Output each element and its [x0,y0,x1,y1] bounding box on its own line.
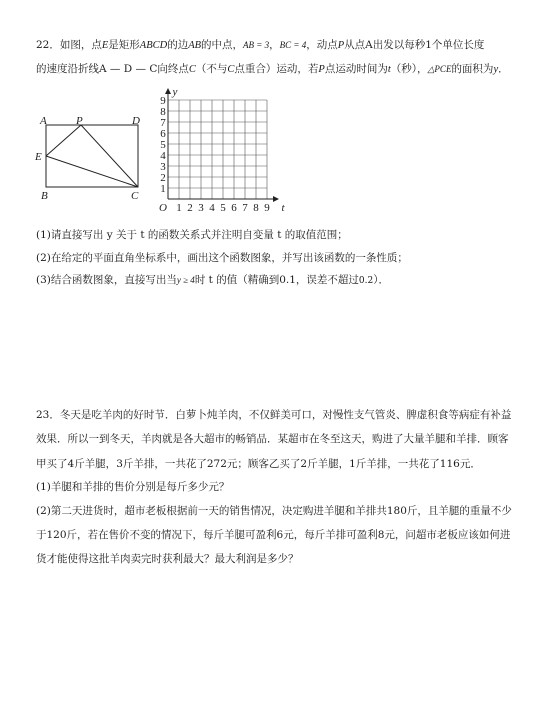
label-b: B [41,190,48,202]
bc-equation: BC = 4 [279,40,307,50]
q23-line-1: 23．冬天是吃羊肉的好时节．白萝卜炖羊肉，不仅鲜美可口，对慢性支气管炎、脾虚积食等病症有补益 [36,409,512,421]
y-tick-label: 5 [160,139,166,151]
label-a: A [40,115,47,127]
x-tick-label: 3 [198,202,204,214]
rectangle-abcd [46,125,138,187]
x-axis-arrow [273,196,279,202]
x-tick-label: 5 [220,202,226,214]
q22-line-2: 的速度沿折线A — D — C向终点C（不与C点重合）运动，若P点运动时间为t（秒），△PCE的面积为y． [36,63,509,75]
x-tick-label: 2 [187,202,193,214]
x-tick-label: 6 [231,202,237,214]
triangle-pce: △PCE [427,64,452,74]
label-e: E [35,151,42,163]
x-tick-label: 8 [253,202,259,214]
segment-ep [46,125,81,156]
x-tick-label: 1 [176,202,182,214]
rectangle-figure [32,112,147,202]
q22-line-1: 22．如图，点E是矩形ABCD的边AB的中点，AB = 3，BC = 4，动点P从点A出发以每秒1个单位长度 [36,39,485,51]
q23-line-2: 效果．所以一到冬天，羊肉就是各大超市的畅销品．某超市在冬至这天，购进了大量羊腿和羊排．顾客 [36,433,509,445]
x-tick-label: 9 [264,202,270,214]
y-tick-label: 7 [160,117,166,129]
x-tick-label: 4 [209,202,215,214]
q23-sub-2-line-1: (2)第二天进货时，超市老板根据前一天的销售情况，决定购进羊腿和羊排共180斤，且羊腿的重量不少 [36,505,512,517]
y-tick-label: 6 [160,128,166,140]
origin-label: O [159,202,167,214]
y-tick-label: 2 [160,172,166,184]
q23-sub-2-line-2: 于120斤，若在售价不变的情况下，每斤羊腿可盈利6元，每斤羊排可盈利8元，问超市老板应该如何进 [36,529,511,541]
label-d: D [132,115,140,127]
coordinate-grid [150,86,300,218]
label-p: P [76,115,83,127]
x-axis-label: t [281,202,285,214]
y-tick-label: 3 [160,161,166,173]
y-tick-label: 9 [160,95,166,107]
y-tick-label: 1 [160,183,166,195]
ab-equation: AB = 3 [243,40,270,50]
y-axis-arrow [165,88,171,94]
q22-sub-3: (3)结合函数图象，直接写出当y ≥ 4时 t 的值（精确到0.1，误差不超过0.2）． [36,274,389,286]
q23-sub-2-line-3: 货才能使得这批羊肉卖完时获利最大？最大利润是多少？ [36,553,299,565]
label-c: C [131,190,139,202]
y-tick-label: 8 [160,106,166,118]
q22-sub-2: (2)在给定的平面直角坐标系中，画出这个函数图象，并写出该函数的一条性质； [36,252,408,264]
inequality-y: y ≥ 4 [176,275,195,285]
x-tick-label: 7 [242,202,248,214]
q23-sub-1: (1)羊腿和羊排的售价分别是每斤多少元？ [36,481,230,493]
y-axis-label: y [172,86,178,98]
q23-line-3: 甲买了4斤羊腿，3斤羊排，一共花了272元；顾客乙买了2斤羊腿，1斤羊排，一共花了116元． [36,458,481,470]
q22-sub-1: (1)请直接写出 y 关于 t 的函数关系式并注明自变量 t 的取值范围； [36,229,348,241]
y-tick-label: 4 [160,150,166,162]
